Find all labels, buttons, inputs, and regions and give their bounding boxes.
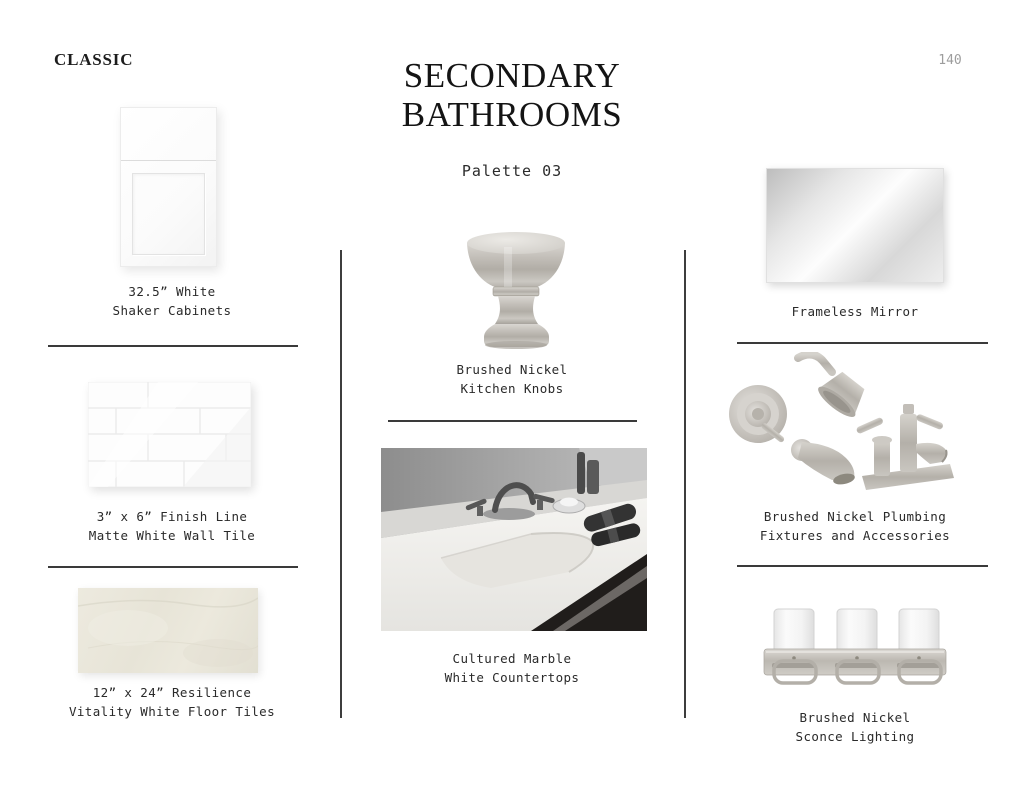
- wall-tile-image: [88, 382, 251, 487]
- countertops-caption-line2: White Countertops: [444, 669, 580, 685]
- sconce-caption: [729, 709, 981, 746]
- mirror-caption: [729, 303, 981, 322]
- page-title-line2: BATHROOMS: [401, 95, 623, 134]
- sconce-caption-line1: Brushed Nickel: [799, 710, 911, 725]
- right-column-divider-1: [737, 342, 988, 344]
- plumbing-fixtures-image: [728, 352, 954, 497]
- mirror-caption-line1: Frameless Mirror: [791, 304, 919, 319]
- plumbing-caption-line1: Brushed Nickel Plumbing: [763, 509, 947, 524]
- sconce-caption-line2: Sconce Lighting: [795, 728, 915, 744]
- knobs-caption: [387, 361, 637, 398]
- countertops-caption: [387, 650, 637, 687]
- floor-tile-caption-line1: 12” x 24” Resilience: [92, 685, 252, 700]
- shaker-cabinet-image: [120, 107, 217, 267]
- cabinet-drawer-front: [121, 108, 216, 161]
- sconce-lighting-image: [762, 607, 948, 692]
- plumbing-caption: [729, 508, 981, 545]
- left-column-divider-2: [48, 566, 298, 568]
- floor-tile-caption: [47, 684, 297, 721]
- knobs-caption-line2: Kitchen Knobs: [460, 380, 564, 396]
- page-number: 140: [938, 53, 962, 68]
- page-title-line1: SECONDARY: [403, 56, 621, 95]
- frameless-mirror-image: [766, 168, 944, 283]
- cabinet-door-panel: [132, 173, 204, 255]
- brand-label: CLASSIC: [54, 50, 134, 69]
- wall-tile-caption-line2: Matte White Wall Tile: [88, 527, 256, 543]
- cabinets-caption-line1: 32.5” White: [128, 284, 216, 299]
- floor-tile-image: [78, 588, 258, 673]
- column-divider-left: [340, 250, 342, 718]
- wall-tile-caption-line1: 3” x 6” Finish Line: [96, 509, 248, 524]
- wall-tile-caption: [47, 508, 297, 545]
- nickel-knob-image: [460, 229, 573, 357]
- knobs-caption-line1: Brushed Nickel: [456, 362, 568, 377]
- plumbing-caption-line2: Fixtures and Accessories: [759, 527, 951, 543]
- cabinets-caption: [47, 283, 297, 320]
- page-title: [312, 56, 712, 134]
- palette-subtitle: Palette 03: [461, 162, 563, 180]
- middle-column-divider: [388, 420, 637, 422]
- right-column-divider-2: [737, 565, 988, 567]
- floor-tile-caption-line2: Vitality White Floor Tiles: [68, 703, 276, 719]
- countertops-caption-line1: Cultured Marble: [452, 651, 572, 666]
- left-column-divider-1: [48, 345, 298, 347]
- column-divider-right: [684, 250, 686, 718]
- cabinets-caption-line2: Shaker Cabinets: [112, 302, 232, 318]
- countertop-photo: [381, 448, 647, 636]
